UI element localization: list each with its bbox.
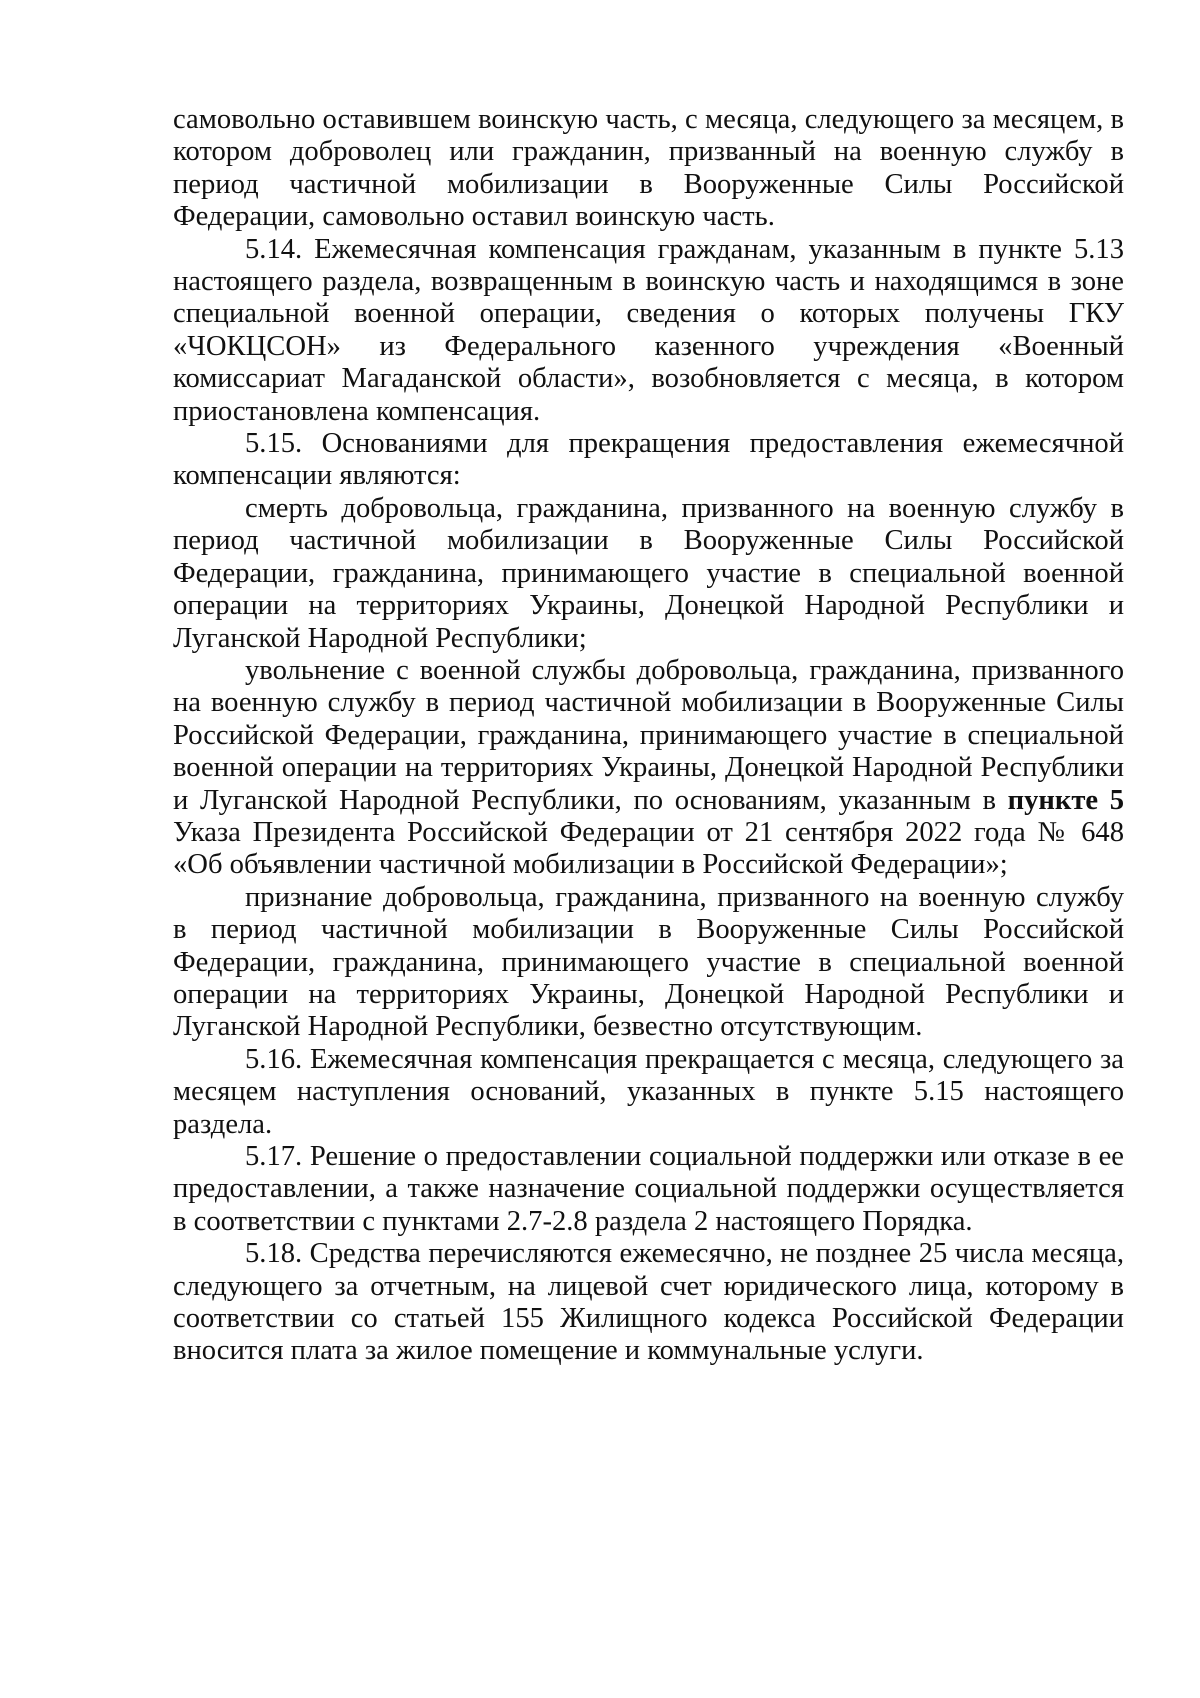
paragraph-dismissal bbox=[173, 655, 1124, 882]
paragraph-5-14: 5.14. Ежемесячная компенсация гражданам, указанным в пункте 5.13 настоящего раздела, возвращенным в воинскую часть и находящимся в зоне специальной военной операции, сведения о которых получены ГКУ «ЧОКЦСОН» из Федерального казенного учреждения «Военный комиссариат Магаданской области», возобновляется с месяца, в котором приостановлена компенсация. bbox=[173, 233, 1124, 427]
paragraph-5-18: 5.18. Средства перечисляются ежемесячно, не позднее 25 числа месяца, следующего за отчетным, на лицевой счет юридического лица, которому в соответствии со статьей 155 Жилищного кодекса Российской Федерации вносится плата за жилое помещение и коммунальные услуги. bbox=[173, 1238, 1124, 1367]
paragraph-missing: признание добровольца, гражданина, призванного на военную службу в период частичной мобилизации в Вооруженные Силы Российской Федерации, гражданина, принимающего участие в специальной военной операции на территориях Украины, Донецкой Народной Республики и Луганской Народной Республики, безвестно отсутствующим. bbox=[173, 881, 1124, 1043]
paragraph-dismissal-text-end: Указа Президента Российской Федерации от 21 сентября 2022 года № 648 «Об объявлении частичной мобилизации в Российской Федерации»; bbox=[173, 816, 1124, 881]
paragraph-5-16: 5.16. Ежемесячная компенсация прекращается с месяца, следующего за месяцем наступления оснований, указанных в пункте 5.15 настоящего раздела. bbox=[173, 1043, 1124, 1140]
paragraph-5-15: 5.15. Основаниями для прекращения предоставления ежемесячной компенсации являются: bbox=[173, 428, 1124, 492]
paragraph-dismissal-bold-link: пункте 5 bbox=[1007, 784, 1124, 816]
paragraph-death: смерть добровольца, гражданина, призванного на военную службу в период частичной мобилизации в Вооруженные Силы Российской Федерации, гражданина, принимающего участие в специальной военной операции на территориях Украины, Донецкой Народной Республики и Луганской Народной Республики; bbox=[173, 492, 1124, 654]
paragraph-continuation: самовольно оставившем воинскую часть, с месяца, следующего за месяцем, в котором доброволец или гражданин, призванный на военную службу в период частичной мобилизации в Вооруженные Силы Российской Федерации, самовольно оставил воинскую часть. bbox=[173, 104, 1124, 233]
document-page bbox=[173, 104, 1124, 1368]
paragraph-5-17: 5.17. Решение о предоставлении социальной поддержки или отказе в ее предоставлении, а также назначение социальной поддержки осуществляется в соответствии с пунктами 2.7-2.8 раздела 2 настоящего Порядка. bbox=[173, 1141, 1124, 1237]
paragraph-dismissal-text: увольнение с военной службы добровольца, гражданина, призванного на военную службу в период частичной мобилизации в Вооруженные Силы Российской Федерации, гражданина, принимающего участие в специальной военной операции на территориях Украины, Донецкой Народной Республики и Луганской Народной Республики, по основаниям, указанным в bbox=[173, 654, 1124, 816]
